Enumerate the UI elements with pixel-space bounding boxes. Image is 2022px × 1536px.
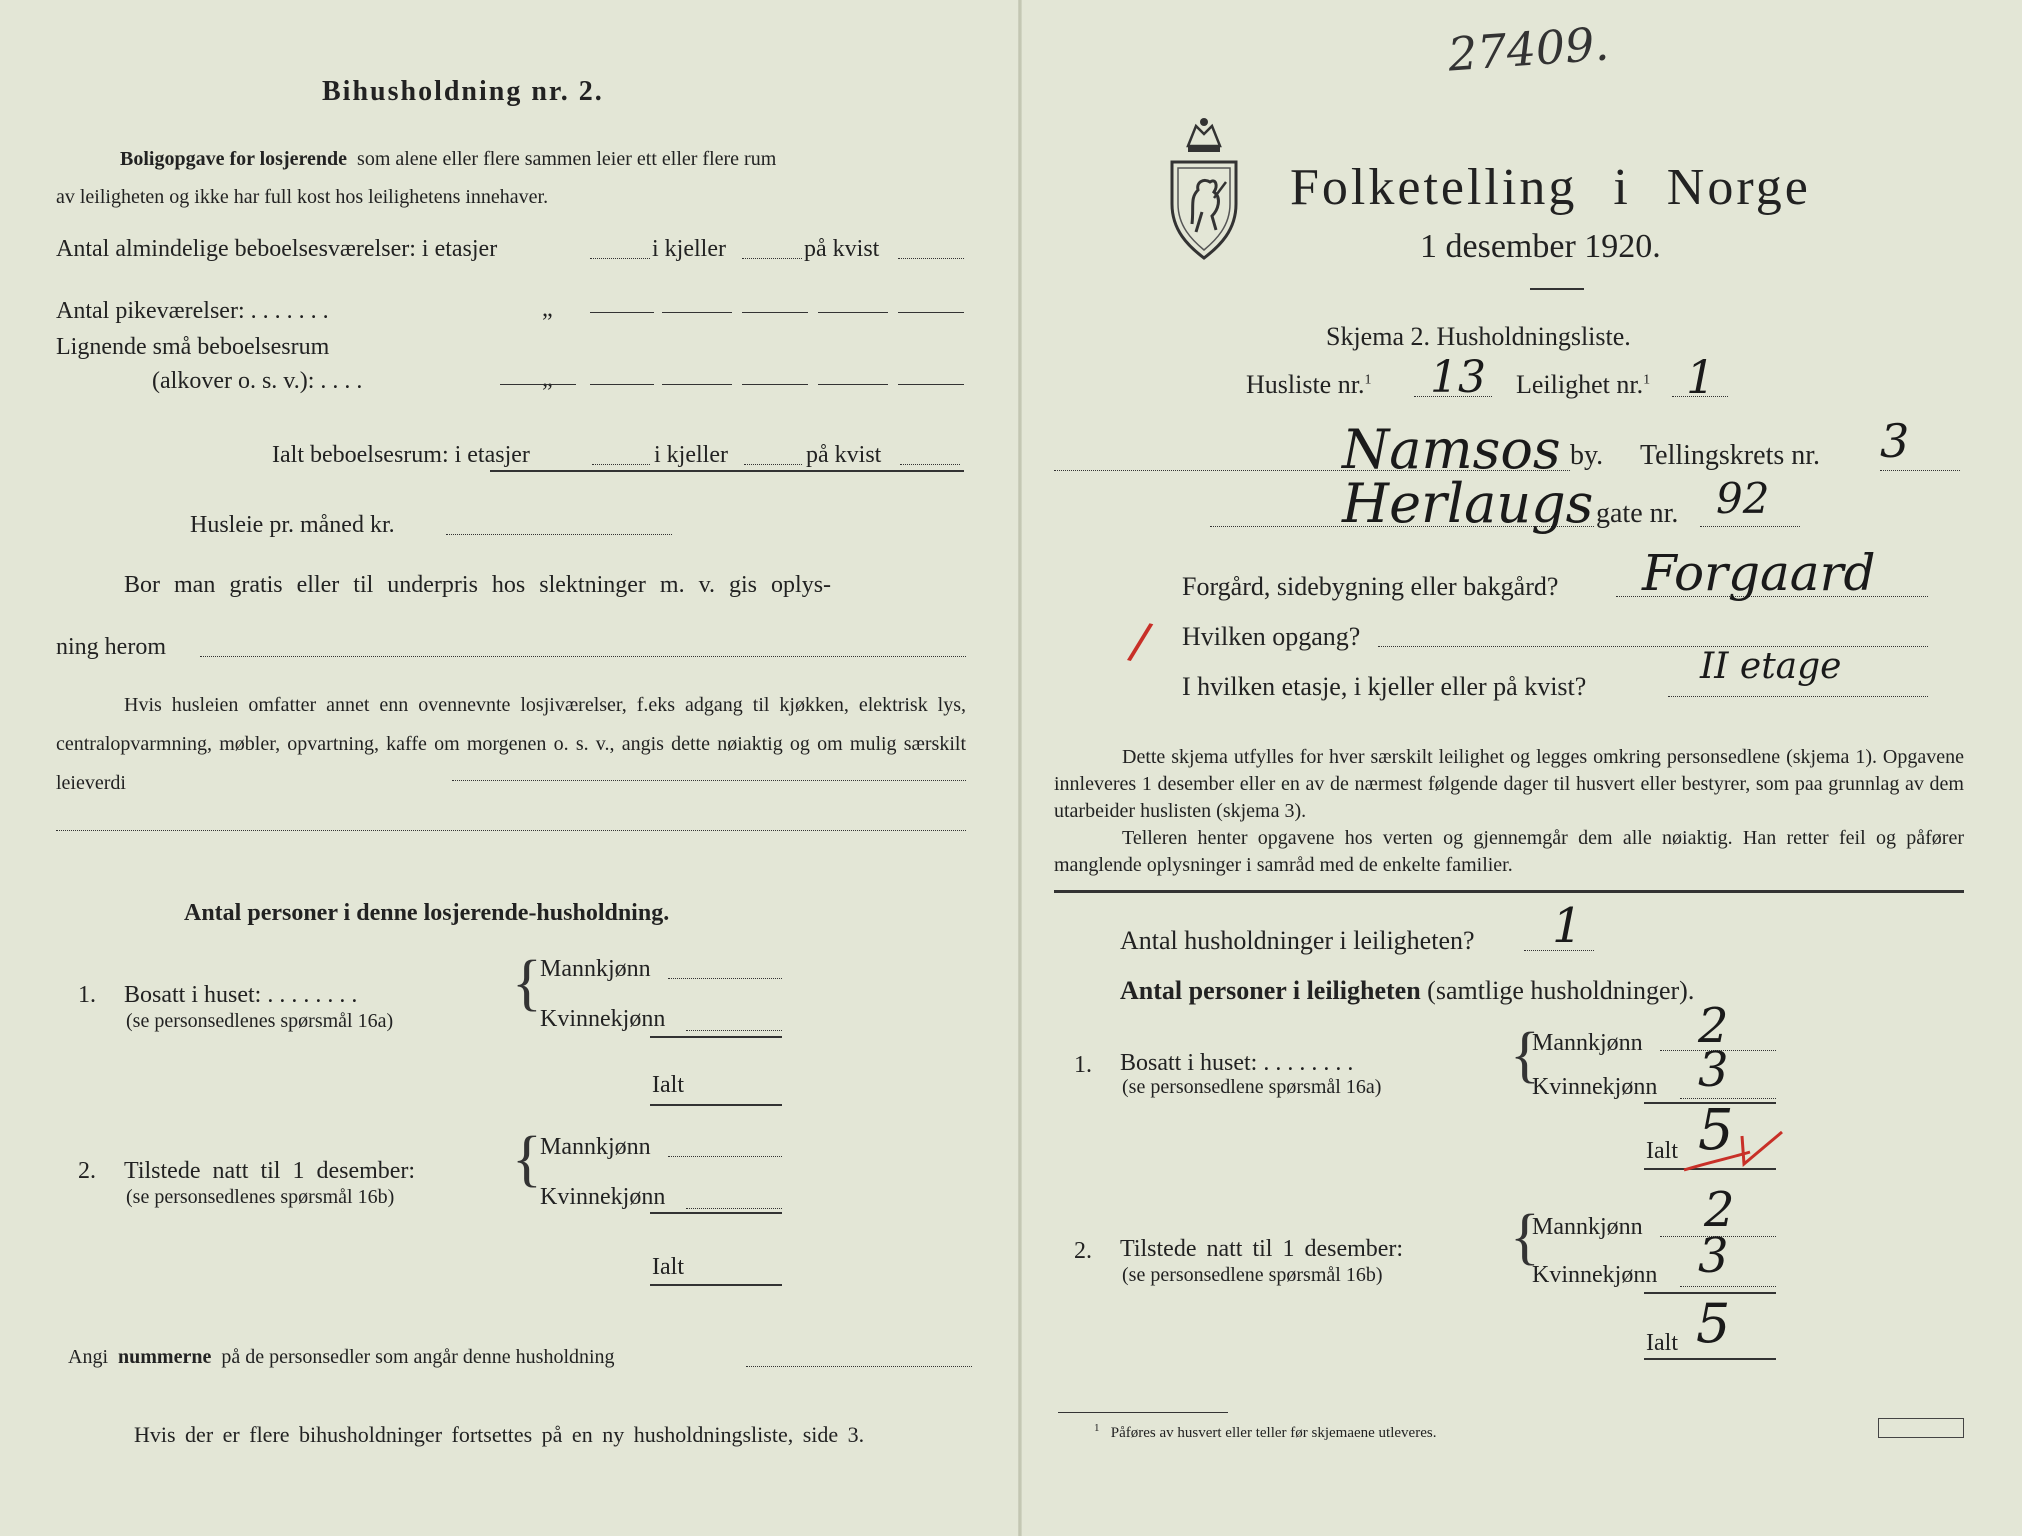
angi-field[interactable] xyxy=(746,1366,972,1367)
total-rooms-label: Ialt beboelsesrum: i etasjer xyxy=(272,442,530,468)
schema-label: Skjema 2. Husholdningsliste. xyxy=(1326,322,1631,351)
right-q2-ialt-label: Ialt xyxy=(1646,1330,1678,1356)
red-checkmark xyxy=(1680,1130,1790,1180)
krets-value: 3 xyxy=(1880,414,1910,468)
right-q2-mann-label: Mannkjønn xyxy=(1532,1214,1643,1240)
alcove-etasjer-field[interactable] xyxy=(590,384,654,385)
total-kjeller-field[interactable] xyxy=(744,464,802,465)
households-label: Antal husholdninger i leiligheten? xyxy=(1120,926,1475,955)
left-q1-sub: (se personsedlenes spørsmål 16a) xyxy=(126,1010,394,1032)
right-q1-ialt-label: Ialt xyxy=(1646,1138,1678,1164)
maid-kjeller-field[interactable] xyxy=(662,312,732,313)
left-q2-sub: (se personsedlenes spørsmål 16b) xyxy=(126,1186,395,1208)
right-title: Folketelling i Norge xyxy=(1290,159,1811,216)
maid-kvist-field[interactable] xyxy=(818,312,888,313)
households-value: 1 xyxy=(1552,898,1583,954)
etasje-value: II etage xyxy=(1700,646,1842,687)
by-label: by. xyxy=(1570,440,1604,471)
right-q2-ialt-field[interactable] xyxy=(1644,1358,1776,1360)
maid-kjeller-field-2[interactable] xyxy=(742,312,808,313)
right-q2-kvinne-field[interactable] xyxy=(1680,1286,1776,1287)
left-q2-sum-line xyxy=(650,1212,782,1214)
left-q1-brace: { xyxy=(512,949,542,1017)
rent-includes-paragraph: Hvis husleien omfatter annet enn ovennevnte losjiværelser, f.eks adgang til kjøkken, elektrisk lys, centralopvarmning, møbler, opvartning, kaffe om morgenen o. s. v., angis dette nøiaktig og om mulig særskilt leieverdi xyxy=(56,694,966,794)
right-q1-kvinne-label: Kvinnekjønn xyxy=(1532,1074,1658,1100)
footnote-rule xyxy=(1058,1412,1228,1413)
left-q2-kvinne-field[interactable] xyxy=(686,1208,782,1209)
right-q2-ialt-value: 5 xyxy=(1696,1292,1731,1355)
right-q2-number: 2. xyxy=(1074,1238,1092,1264)
rooms-row-label: Antal almindelige beboelsesværelser: i etasjer xyxy=(56,236,498,262)
right-q2-label: Tilstede natt til 1 desember: xyxy=(1120,1236,1404,1262)
etasje-label: I hvilken etasje, i kjeller eller på kvist? xyxy=(1182,672,1587,701)
right-q2-brace: { xyxy=(1510,1203,1540,1271)
right-q2-sub: (se personsedlene spørsmål 16b) xyxy=(1122,1264,1383,1286)
alcove-kvist-field[interactable] xyxy=(818,384,888,385)
gate-field[interactable] xyxy=(1700,526,1800,527)
intro-line-2: av leiligheten og ikke har full kost hos leilighetens innehaver. xyxy=(56,186,549,208)
total-rooms-underline xyxy=(490,470,964,472)
left-q1-kvinne-label: Kvinnekjønn xyxy=(540,1006,666,1032)
left-q2-kvinne-label: Kvinnekjønn xyxy=(540,1184,666,1210)
left-q2-mann-field[interactable] xyxy=(668,1156,782,1157)
right-q1-brace: { xyxy=(1510,1021,1540,1089)
maid-etasjer-field[interactable] xyxy=(590,312,654,313)
small-rooms-label: Lignende små beboelsesrum xyxy=(56,334,330,360)
left-q2-mann-label: Mannkjønn xyxy=(540,1134,651,1160)
instructions-paragraph-1: Dette skjema utfylles for hver særskilt leilighet og legges omkring personsedlene (skjema 1). Opgavene innleveres 1 desember eller en av de nærmest følgende dager til husvert eller bestyrer, som paa grunnlag av dem utarbeider huslisten (skjema 3). xyxy=(1054,746,1964,822)
free-housing-line-1: Bor man gratis eller til underpris hos slektninger m. v. gis oplys- xyxy=(124,572,832,598)
census-date: 1 desember 1920. xyxy=(1420,228,1661,265)
left-footer: Hvis der er flere bihusholdninger fortsettes på en ny husholdningsliste, side 3. xyxy=(134,1422,865,1447)
ditto-mark: „ xyxy=(542,296,553,322)
right-q1-mann-value: 2 xyxy=(1698,998,1729,1054)
right-q1-sub: (se personsedlene spørsmål 16a) xyxy=(1122,1076,1382,1098)
left-q1-ialt-field[interactable] xyxy=(650,1104,782,1106)
left-q1-ialt-label: Ialt xyxy=(652,1072,684,1098)
left-q2-ialt-label: Ialt xyxy=(652,1254,684,1280)
rooms-etasjer-field[interactable] xyxy=(590,258,650,259)
left-q2-label: Tilstede natt til 1 desember: xyxy=(124,1158,416,1184)
rent-field[interactable] xyxy=(446,534,672,535)
ditto-mark-2: „ xyxy=(542,366,553,392)
maid-kvist-field-2[interactable] xyxy=(898,312,964,313)
left-q2-brace: { xyxy=(512,1125,542,1193)
left-q1-sum-line xyxy=(650,1036,782,1038)
rent-value-field-2[interactable] xyxy=(56,830,966,831)
forgard-label: Forgård, sidebygning eller bakgård? xyxy=(1182,572,1559,601)
paa-kvist-label-2: på kvist xyxy=(806,442,882,468)
alcove-label: (alkover o. s. v.): . . . . xyxy=(152,368,363,394)
right-q1-label: Bosatt i huset: . . . . . . . . xyxy=(1120,1050,1354,1076)
etasje-field[interactable] xyxy=(1668,696,1928,697)
leilighet-label: Leilighet nr.$^1$ xyxy=(1516,370,1651,399)
instructions-rule xyxy=(1054,890,1964,893)
right-q1-kvinne-value: 3 xyxy=(1698,1042,1729,1098)
alcove-kjeller-field-2[interactable] xyxy=(742,384,808,385)
right-q1-number: 1. xyxy=(1074,1052,1092,1078)
footnote: $^1$ Påføres av husvert eller teller før skjemaene utleveres. xyxy=(1094,1422,1437,1441)
krets-field[interactable] xyxy=(1880,470,1960,471)
left-q1-kvinne-field[interactable] xyxy=(686,1030,782,1031)
instructions-paragraph-2: Telleren henter opgavene hos verten og gjennemgår dem alle nøiaktig. Han retter feil og påfører manglende oplysninger i samråd med de enkelte familier. xyxy=(1054,827,1964,876)
left-title: Bihusholdning nr. 2. xyxy=(322,76,604,107)
right-q1-ialt-value: 5 xyxy=(1698,1098,1734,1163)
angi-line: Angi nummerne på de personsedler som angår denne husholdning xyxy=(68,1346,615,1368)
norway-coat-of-arms xyxy=(1166,112,1242,262)
leilighet-value: 1 xyxy=(1686,350,1716,404)
i-kjeller-label-2: i kjeller xyxy=(654,442,728,468)
right-persons-heading: Antal personer i leiligheten (samtlige husholdninger). xyxy=(1120,976,1695,1005)
left-persons-heading: Antal personer i denne losjerende-husholdning. xyxy=(184,900,670,926)
right-q2-kvinne-value: 3 xyxy=(1698,1228,1729,1284)
opgang-field[interactable] xyxy=(1378,646,1928,647)
opgang-label: Hvilken opgang? xyxy=(1182,622,1361,651)
paa-kvist-label: på kvist xyxy=(804,236,880,262)
left-q1-mann-label: Mannkjønn xyxy=(540,956,651,982)
free-housing-line-2: ning herom xyxy=(56,634,166,660)
city-value: Namsos xyxy=(1342,418,1561,481)
page-fold xyxy=(1018,0,1022,1536)
total-kvist-field[interactable] xyxy=(900,464,960,465)
rent-value-field[interactable] xyxy=(452,780,966,781)
free-housing-field[interactable] xyxy=(200,656,966,657)
rooms-kjeller-field[interactable] xyxy=(742,258,802,259)
total-etasjer-field[interactable] xyxy=(592,464,650,465)
printer-stamp xyxy=(1878,1418,1964,1438)
i-kjeller-label: i kjeller xyxy=(652,236,726,262)
title-rule xyxy=(1530,288,1584,290)
alcove-kvist-field-2[interactable] xyxy=(898,384,964,385)
alcove-kjeller-field[interactable] xyxy=(662,384,732,385)
margin-check-mark: / xyxy=(1125,610,1156,672)
rent-label: Husleie pr. måned kr. xyxy=(190,512,395,538)
alcove-field-1[interactable] xyxy=(500,384,576,385)
forgard-value: Forgaard xyxy=(1642,544,1876,602)
krets-label: Tellingskrets nr. xyxy=(1640,440,1821,471)
husliste-label: Husliste nr.$^1$ xyxy=(1246,370,1372,399)
gate-label: gate nr. xyxy=(1596,498,1679,529)
right-q2-kvinne-label: Kvinnekjønn xyxy=(1532,1262,1658,1288)
gate-value: 92 xyxy=(1716,474,1770,523)
intro-line-1: Boligopgave for losjerende som alene eller flere sammen leier ett eller flere rum xyxy=(120,148,777,170)
husliste-value: 13 xyxy=(1430,352,1486,403)
right-q2-mann-value: 2 xyxy=(1704,1182,1735,1238)
maid-rooms-label: Antal pikeværelser: . . . . . . . xyxy=(56,298,329,324)
street-value: Herlaugs xyxy=(1342,472,1594,535)
left-q2-number: 2. xyxy=(78,1158,96,1184)
right-q1-mann-label: Mannkjønn xyxy=(1532,1030,1643,1056)
archive-number: 27409. xyxy=(1446,16,1611,82)
left-q1-mann-field[interactable] xyxy=(668,978,782,979)
left-q1-label: Bosatt i huset: . . . . . . . . xyxy=(124,982,358,1008)
left-q2-ialt-field[interactable] xyxy=(650,1284,782,1286)
rooms-kvist-field[interactable] xyxy=(898,258,964,259)
left-q1-number: 1. xyxy=(78,982,96,1008)
